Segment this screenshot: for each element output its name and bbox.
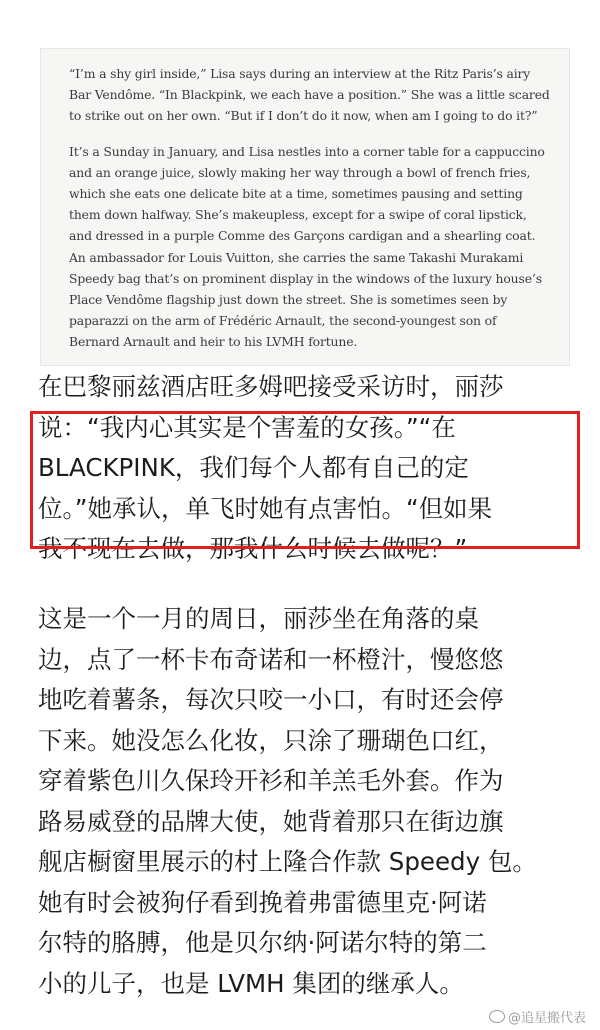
text-line: Bernard Arnault and heir to his LVMH fortune. <box>69 334 358 350</box>
text-line: 路易威登的品牌大使，她背着那只在街边旗 <box>38 806 504 836</box>
text-line: 这是一个一月的周日，丽莎坐在角落的桌 <box>38 604 479 633</box>
text-line: and an orange juice, slowly making her way through a bowl of french fries, <box>69 164 531 180</box>
text-line: 下来。她没怎么化妆，只涂了珊瑚色口红， <box>38 725 504 755</box>
weibo-watermark <box>489 1007 586 1026</box>
text-line: 小的儿子，也是 LVMH 集团的继承人。 <box>38 968 464 998</box>
text-line: It’s a Sunday in January, and Lisa nestles into a corner table for a cappuccino <box>69 143 545 159</box>
red-highlight-box <box>30 411 580 549</box>
text-line: Bar Vendôme. “In Blackpink, we each have a position.” She was a little scared <box>69 87 550 103</box>
text-line: paparazzi on the arm of Frédéric Arnault, the second-youngest son of <box>69 313 497 329</box>
text-line: 地吃着薯条，每次只咬一小口，有时还会停 <box>38 685 504 714</box>
weibo-icon <box>489 1010 505 1023</box>
text-line: Speedy bag that’s on prominent display in the windows of the luxury house’s <box>69 270 542 286</box>
text-line: 穿着紫色川久保玲开衫和羊羔毛外套。作为 <box>38 766 504 795</box>
text-line: 我不现在去做，那我什么时候去做呢？” <box>38 534 468 563</box>
text-line: 她有时会被狗仔看到挽着弗雷德里克·阿诺 <box>38 887 487 917</box>
text-line: 舰店橱窗里展示的村上隆合作款 Speedy 包。 <box>38 847 537 876</box>
text-line: BLACKPINK，我们每个人都有自己的定 <box>38 453 469 482</box>
excerpt-paragraph-1 <box>69 63 555 127</box>
text-line: 位。”她承认，单飞时她有点害怕。“但如果 <box>38 493 493 523</box>
text-line: them down halfway. She’s makeupless, except for a swipe of coral lipstick, <box>69 207 527 223</box>
text-line: and dressed in a purple Comme des Garçons cardigan and a shearling coat. <box>69 228 536 244</box>
text-line: An ambassador for Louis Vuitton, she carries the same Takashi Murakami <box>69 249 524 265</box>
text-line: “I’m a shy girl inside,” Lisa says during an interview at the Ritz Paris’s airy <box>69 66 531 81</box>
excerpt-paragraph-2 <box>69 141 555 353</box>
text-line: to strike out on her own. “But if I don’t do it now, when am I going to do it?” <box>69 108 538 124</box>
text-line: 尔特的胳膊，他是贝尔纳·阿诺尔特的第二 <box>38 928 487 957</box>
text-line: 边，点了一杯卡布奇诺和一杯橙汁，慢悠悠 <box>38 644 504 674</box>
text-line: which she eats one delicate bite at a time, sometimes pausing and setting <box>69 186 523 202</box>
translation-paragraph-2 <box>38 599 568 1004</box>
watermark-text: @追星搬代表 <box>507 1011 586 1026</box>
text-line: 在巴黎丽兹酒店旺多姆吧接受采访时，丽莎 <box>38 372 504 401</box>
english-excerpt <box>40 48 570 366</box>
text-line: Place Vendôme flagship just down the street. She is sometimes seen by <box>69 292 508 308</box>
text-line: 说：“我内心其实是个害羞的女孩。”“在 <box>38 412 456 442</box>
